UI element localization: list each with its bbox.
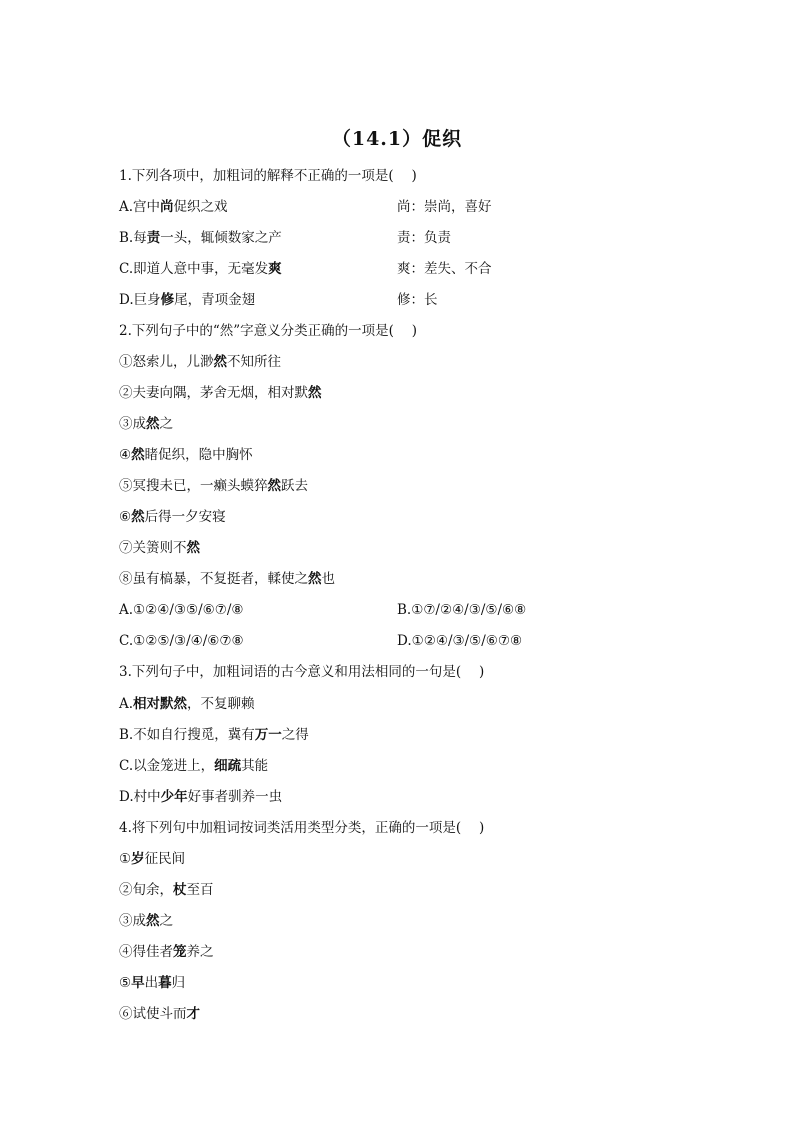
page-title: （14.1）促织 [331, 128, 463, 150]
item-text-pre: ⑥ [119, 509, 132, 525]
option-text-pre: B.每 [119, 230, 147, 246]
q2-item-8 [119, 569, 335, 589]
q1-option-b-explanation: 责：负责 [397, 230, 451, 246]
option-text-pre: A.宫中 [119, 199, 161, 215]
option-text-post: 好事者驯养一虫 [187, 789, 283, 805]
bold-word: 少年 [160, 789, 188, 805]
bold-word: 然 [146, 416, 160, 432]
q2-answer-a: A.①②④/③⑤/⑥⑦/⑧ [119, 602, 244, 618]
item-text-post: 养之 [186, 944, 214, 960]
bold-word: 杖 [173, 882, 187, 898]
q2-item-2 [119, 383, 322, 403]
q1-option-b [119, 228, 282, 248]
option-text-post: ，不复聊赖 [187, 696, 255, 712]
question-2-stem: 2.下列句子中的“然”字意义分类正确的一项是( ) [119, 323, 418, 339]
item-text-pre: ⑦关箦则不 [119, 540, 187, 556]
q4-item-5 [119, 973, 185, 993]
bold-word: 爽 [268, 261, 282, 277]
option-text-post: 一头，辄倾数家之产 [160, 230, 282, 246]
bold-word: 早 [131, 975, 145, 991]
item-text-pre: ⑤冥搜未已，一癞头蟆猝 [119, 478, 268, 494]
item-text-pre: ④得佳者 [119, 944, 173, 960]
item-text-pre: ⑤ [119, 975, 132, 991]
q3-option-c [119, 756, 268, 776]
bold-word: 尚 [160, 199, 174, 215]
item-text-post: 征民间 [144, 851, 186, 867]
question-1-stem: 1.下列各项中，加粗词的解释不正确的一项是( ) [119, 168, 417, 184]
bold-word: 万一 [254, 727, 282, 743]
item-text-post: 跃去 [281, 478, 308, 494]
q1-option-d [119, 290, 255, 310]
item-text-post: 归 [171, 975, 186, 991]
item-text-post: 后得一夕安寝 [144, 509, 226, 525]
q1-option-a-explanation: 尚：崇尚，喜好 [397, 199, 492, 215]
q2-item-4 [119, 445, 253, 465]
option-text-pre: D.巨身 [119, 292, 161, 308]
item-text-post: 至百 [186, 882, 214, 898]
q4-item-1 [119, 849, 185, 869]
item-text-pre: ①怒索儿，儿渺 [119, 354, 214, 370]
question-4-stem: 4.将下列句中加粗词按词类活用类型分类，正确的一项是( ) [119, 820, 485, 836]
q1-option-c [119, 259, 282, 279]
item-text-mid: 出 [144, 975, 159, 991]
item-text-pre: ③成 [119, 913, 146, 929]
q4-item-4 [119, 942, 214, 962]
question-3-stem: 3.下列句子中，加粗词语的古今意义和用法相同的一句是( ) [119, 664, 485, 680]
bold-word: 细疏 [214, 758, 242, 774]
q2-item-5 [119, 476, 308, 496]
bold-word: 才 [186, 1006, 200, 1022]
bold-word: 笼 [173, 944, 187, 960]
q2-item-7 [119, 538, 200, 558]
q1-option-d-explanation: 修：长 [397, 292, 438, 308]
bold-word: 修 [160, 292, 175, 308]
q4-item-6 [119, 1004, 200, 1024]
q3-option-a [119, 694, 255, 714]
option-text-post: 尾，青项金翅 [174, 292, 256, 308]
q1-option-a [119, 197, 228, 217]
bold-word: 相对默然 [133, 696, 188, 712]
item-text-post: 之 [159, 913, 173, 929]
item-text-pre: ⑧虽有槁暴，不复挺者，輮使之 [119, 571, 308, 587]
bold-word: 然 [213, 354, 227, 370]
bold-word: 责 [146, 230, 161, 246]
q1-option-c-explanation: 爽：差失、不合 [397, 261, 492, 277]
option-text-pre: A. [119, 696, 134, 712]
item-text-post: 之 [159, 416, 173, 432]
bold-word: 然 [308, 571, 322, 587]
q3-option-d [119, 787, 282, 807]
item-text-post: 睹促织，隐中胸怀 [144, 447, 253, 463]
item-text-pre: ⑥试使斗而 [119, 1006, 187, 1022]
bold-word: 然 [186, 540, 200, 556]
bold-word: 暮 [158, 975, 172, 991]
q2-answer-c: C.①②⑤/③/④/⑥⑦⑧ [119, 633, 244, 649]
item-text-pre: ③成 [119, 416, 146, 432]
q4-item-2 [119, 880, 214, 900]
bold-word: 然 [267, 478, 281, 494]
item-text-pre: ① [119, 851, 132, 867]
q3-option-b [119, 725, 309, 745]
option-text-pre: C.即道人意中事，无毫发 [119, 261, 269, 277]
q2-item-1 [119, 352, 281, 372]
bold-word: 岁 [131, 851, 145, 867]
bold-word: 然 [308, 385, 322, 401]
item-text-pre: ④ [119, 447, 132, 463]
q2-item-6 [119, 507, 226, 527]
item-text-pre: ②旬余， [119, 882, 173, 898]
option-text-pre: B.不如自行搜觅，冀有 [119, 727, 255, 743]
q4-item-3 [119, 911, 173, 931]
option-text-pre: C.以金笼进上， [119, 758, 215, 774]
option-text-post: 促织之戏 [173, 199, 228, 215]
bold-word: 然 [131, 509, 145, 525]
bold-word: 然 [146, 913, 160, 929]
item-text-pre: ②夫妻向隅，茅舍无烟，相对默 [119, 385, 308, 401]
q2-answer-b: B.①⑦/②④/③/⑤/⑥⑧ [397, 602, 527, 618]
q2-item-3 [119, 414, 173, 434]
item-text-post: 不知所往 [227, 354, 281, 370]
item-text-post: 也 [321, 571, 335, 587]
option-text-post: 其能 [241, 758, 269, 774]
option-text-pre: D.村中 [119, 789, 161, 805]
option-text-post: 之得 [281, 727, 309, 743]
q2-answer-d: D.①②④/③/⑤/⑥⑦⑧ [397, 633, 523, 649]
bold-word: 然 [131, 447, 145, 463]
